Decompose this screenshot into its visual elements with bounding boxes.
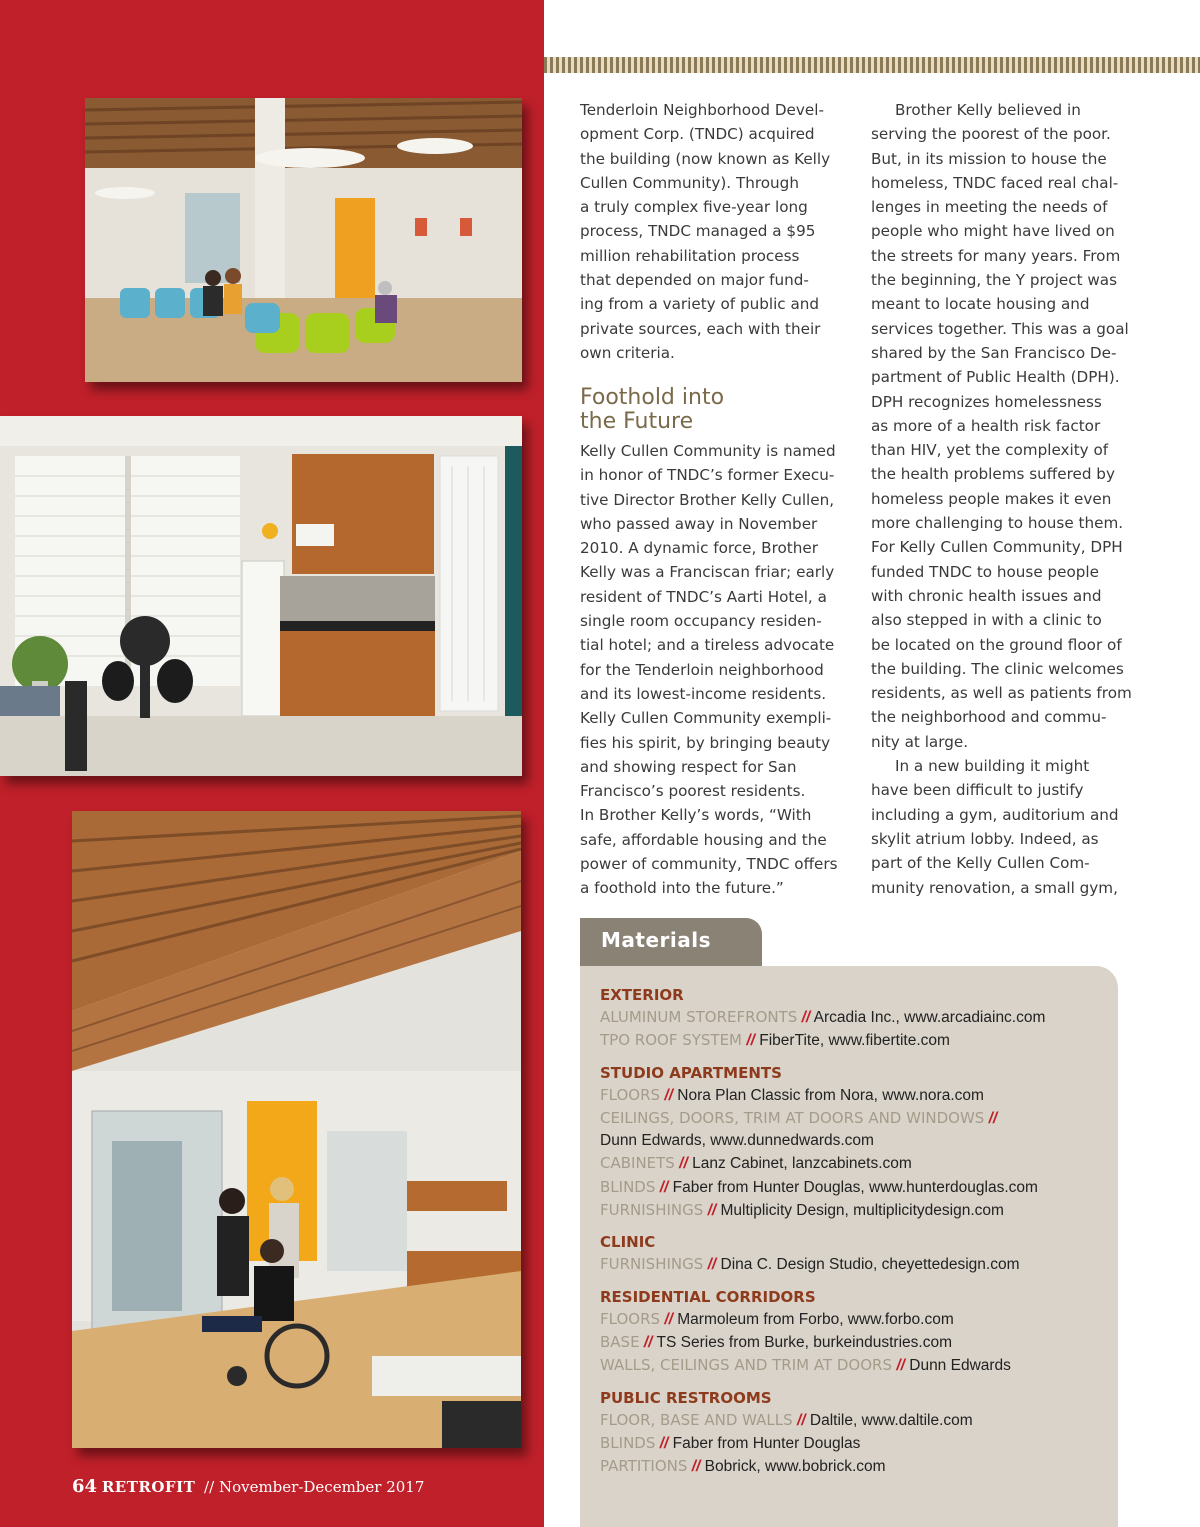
article-line: power of community, TNDC offers — [580, 855, 838, 874]
article-line: also stepped in with a clinic to — [871, 611, 1102, 630]
article-line: the streets for many years. From — [871, 246, 1121, 265]
materials-item-label: CABINETS — [600, 1154, 675, 1173]
article-line: with chronic health issues and — [871, 586, 1102, 605]
materials-section — [600, 1286, 1110, 1378]
materials-item-label: FURNISHINGS — [600, 1255, 704, 1274]
materials-item-value: Daltile, www.daltile.com — [809, 1411, 973, 1429]
materials-item — [600, 1253, 1110, 1276]
materials-separator: // — [988, 1109, 998, 1127]
article-line: skylit atrium lobby. Indeed, as — [871, 829, 1099, 848]
article-line: Kelly Cullen Community exempli- — [580, 709, 832, 728]
materials-category-heading: PUBLIC RESTROOMS — [600, 1388, 772, 1407]
materials-separator: // — [707, 1256, 717, 1274]
decorative-stripe — [544, 57, 1200, 73]
materials-separator: // — [801, 1009, 811, 1026]
materials-item-label: BASE — [600, 1332, 640, 1351]
materials-item-value: TS Series from Burke, burkeindustries.com — [656, 1333, 952, 1351]
article-line: that depended on major fund- — [580, 271, 809, 290]
materials-section — [600, 1062, 1110, 1223]
materials-item-value: Nora Plan Classic from Nora, www.nora.com — [677, 1086, 984, 1104]
materials-item-value: Dina C. Design Studio, cheyettedesign.com — [720, 1256, 1020, 1274]
materials-item — [600, 1130, 1110, 1152]
article-line: ing from a variety of public and — [580, 295, 820, 314]
article-line: fies his spirit, by bringing beauty — [580, 733, 831, 752]
article-line: in honor of TNDC’s former Execu- — [580, 466, 835, 485]
page-number: 64 — [72, 1476, 98, 1497]
materials-item-value: Faber from Hunter Douglas — [672, 1434, 861, 1452]
materials-separator: // — [643, 1333, 653, 1351]
article-line: a foothold into the future.” — [580, 879, 784, 898]
article-line: people who might have lived on — [871, 222, 1115, 241]
materials-item-label: BLINDS — [600, 1177, 656, 1196]
article-line: services together. This was a goal — [871, 319, 1129, 338]
article-line: a truly complex five-year long — [580, 198, 808, 217]
article-line: lenges in meeting the needs of — [871, 198, 1108, 217]
materials-separator: // — [664, 1086, 673, 1104]
article-line: Cullen Community). Through — [580, 173, 799, 192]
materials-separator: // — [896, 1357, 905, 1375]
materials-item-label: ALUMINUM STOREFRONTS — [600, 1008, 798, 1026]
materials-separator: // — [679, 1155, 688, 1173]
article-line: meant to locate housing and — [871, 295, 1090, 314]
article-line: the beginning, the Y project was — [871, 271, 1118, 290]
article-line: 2010. A dynamic force, Brother — [580, 539, 818, 558]
materials-item-label: FLOORS — [600, 1085, 661, 1104]
materials-item — [600, 1308, 1110, 1331]
materials-item-value: Arcadia Inc., www.arcadiainc.com — [813, 1009, 1046, 1026]
materials-separator: // — [659, 1178, 669, 1196]
materials-separator: // — [664, 1310, 673, 1328]
materials-item-value: Lanz Cabinet, lanzcabinets.com — [692, 1155, 912, 1173]
article-line: partment of Public Health (DPH). — [871, 368, 1120, 387]
article-line: nity at large. — [871, 732, 969, 751]
article-line: DPH recognizes homelessness — [871, 392, 1102, 411]
materials-item-value: FiberTite, www.fibertite.com — [759, 1032, 950, 1050]
article-line: million rehabilitation process — [580, 246, 800, 265]
article-line: process, TNDC managed a $95 — [580, 222, 816, 241]
magazine-name: RETROFIT — [101, 1478, 196, 1496]
materials-item — [600, 1029, 1110, 1052]
article-line: Francisco’s poorest residents. — [580, 782, 806, 801]
clinic-waiting-room-photo — [85, 98, 522, 382]
materials-item-value: Dunn Edwards, www.dunnedwards.com — [600, 1132, 874, 1150]
materials-category-heading: EXTERIOR — [600, 986, 684, 1004]
materials-item-label: FLOORS — [600, 1309, 661, 1328]
article-line: have been difficult to justify — [871, 781, 1084, 800]
article-line: as more of a health risk factor — [871, 416, 1101, 435]
article-column-2 — [871, 98, 1133, 900]
article-line: more challenging to house them. — [871, 514, 1124, 533]
materials-item-label: CEILINGS, DOORS, TRIM AT DOORS AND WINDOWS — [600, 1108, 985, 1127]
article-line: and showing respect for San — [580, 757, 797, 776]
article-column-1-continued — [580, 439, 842, 901]
materials-item-label: FLOOR, BASE AND WALLS — [600, 1410, 793, 1429]
materials-item-value: Bobrick, www.bobrick.com — [704, 1458, 886, 1476]
materials-item — [600, 1107, 1110, 1130]
article-line: safe, affordable housing and the — [580, 830, 827, 849]
article-line: In Brother Kelly’s words, “With — [580, 806, 812, 825]
materials-tab — [580, 918, 762, 966]
materials-section — [600, 1231, 1110, 1276]
materials-item-value: Marmoleum from Forbo, www.forbo.com — [677, 1310, 954, 1328]
article-line: funded TNDC to house people — [871, 562, 1099, 581]
materials-item — [600, 1199, 1110, 1222]
article-line: Brother Kelly believed in — [895, 101, 1081, 119]
materials-separator: // — [659, 1434, 669, 1452]
article-line: private sources, each with their — [580, 319, 821, 338]
materials-item-label: TPO ROOF SYSTEM — [600, 1031, 743, 1050]
article-line: part of the Kelly Cullen Com- — [871, 854, 1090, 873]
article-line: tive Director Brother Kelly Cullen, — [580, 490, 835, 509]
materials-item — [600, 1331, 1110, 1354]
materials-item — [600, 1432, 1110, 1455]
subheading-line: the Future — [580, 409, 694, 434]
article-line: the building. The clinic welcomes — [871, 659, 1124, 678]
materials-category-heading: CLINIC — [600, 1233, 656, 1252]
materials-list — [600, 984, 1110, 1487]
article-line: In a new building it might — [895, 757, 1090, 776]
materials-section — [600, 1387, 1110, 1479]
article-line: For Kelly Cullen Community, DPH — [871, 538, 1123, 557]
materials-item — [600, 1176, 1110, 1199]
materials-item — [600, 1409, 1110, 1432]
article-line: shared by the San Francisco De- — [871, 343, 1117, 362]
article-line: the neighborhood and commu- — [871, 708, 1107, 727]
page-footer — [72, 1476, 424, 1497]
materials-separator: // — [691, 1458, 701, 1476]
article-line: single room occupancy residen- — [580, 612, 822, 631]
materials-item-value: Multiplicity Design, multiplicitydesign.com — [720, 1202, 1004, 1220]
article-line: homeless, TNDC faced real chal- — [871, 173, 1119, 192]
article-line: and its lowest-income residents. — [580, 684, 827, 703]
article-line: for the Tenderloin neighborhood — [580, 660, 824, 679]
article-line: tial hotel; and a tireless advocate — [580, 636, 835, 655]
issue-date: November-December 2017 — [218, 1478, 425, 1496]
materials-title: Materials — [601, 928, 711, 952]
article-line: including a gym, auditorium and — [871, 805, 1119, 824]
article-line: Kelly Cullen Community is named — [580, 442, 836, 460]
article-line: than HIV, yet the complexity of — [871, 441, 1109, 460]
article-column-1 — [580, 98, 842, 365]
materials-separator: // — [796, 1411, 806, 1429]
subheading-line: Foothold into — [580, 385, 725, 410]
materials-item-label: BLINDS — [600, 1433, 656, 1452]
article-line: be located on the ground floor of — [871, 635, 1122, 654]
materials-item — [600, 1354, 1110, 1377]
article-line: resident of TNDC’s Aarti Hotel, a — [580, 587, 827, 606]
article-line: own criteria. — [580, 343, 675, 362]
materials-item-label: FURNISHINGS — [600, 1201, 704, 1220]
article-line: residents, as well as patients from — [871, 684, 1132, 703]
materials-item — [600, 1006, 1110, 1029]
materials-item-value: Dunn Edwards — [909, 1357, 1011, 1375]
footer-separator: // — [204, 1478, 215, 1496]
materials-category-heading: RESIDENTIAL CORRIDORS — [600, 1287, 816, 1306]
article-line: the health problems suffered by — [871, 465, 1115, 484]
article-line: But, in its mission to house the — [871, 149, 1107, 168]
materials-item-label: PARTITIONS — [600, 1457, 688, 1476]
article-line: the building (now known as Kelly — [580, 149, 831, 168]
article-line: who passed away in November — [580, 514, 818, 533]
materials-item — [600, 1084, 1110, 1107]
materials-item — [600, 1152, 1110, 1175]
article-line: homeless people makes it even — [871, 489, 1112, 508]
materials-category-heading: STUDIO APARTMENTS — [600, 1063, 782, 1082]
materials-section — [600, 984, 1110, 1053]
article-line: opment Corp. (TNDC) acquired — [580, 125, 815, 144]
materials-separator: // — [746, 1032, 755, 1050]
section-subheading — [580, 386, 842, 434]
materials-item-label: WALLS, CEILINGS AND TRIM AT DOORS — [600, 1356, 892, 1375]
article-line: serving the poorest of the poor. — [871, 125, 1111, 144]
article-line: Kelly was a Franciscan friar; early — [580, 563, 835, 582]
studio-apartment-kitchenette-photo — [0, 416, 522, 776]
materials-separator: // — [707, 1202, 717, 1220]
clinic-corridor-wheelchair-photo — [72, 811, 521, 1448]
article-line: Tenderloin Neighborhood Devel- — [580, 101, 824, 119]
article-line: munity renovation, a small gym, — [871, 878, 1118, 897]
materials-item-value: Faber from Hunter Douglas, www.hunterdouglas.com — [672, 1178, 1038, 1196]
materials-item — [600, 1455, 1110, 1478]
